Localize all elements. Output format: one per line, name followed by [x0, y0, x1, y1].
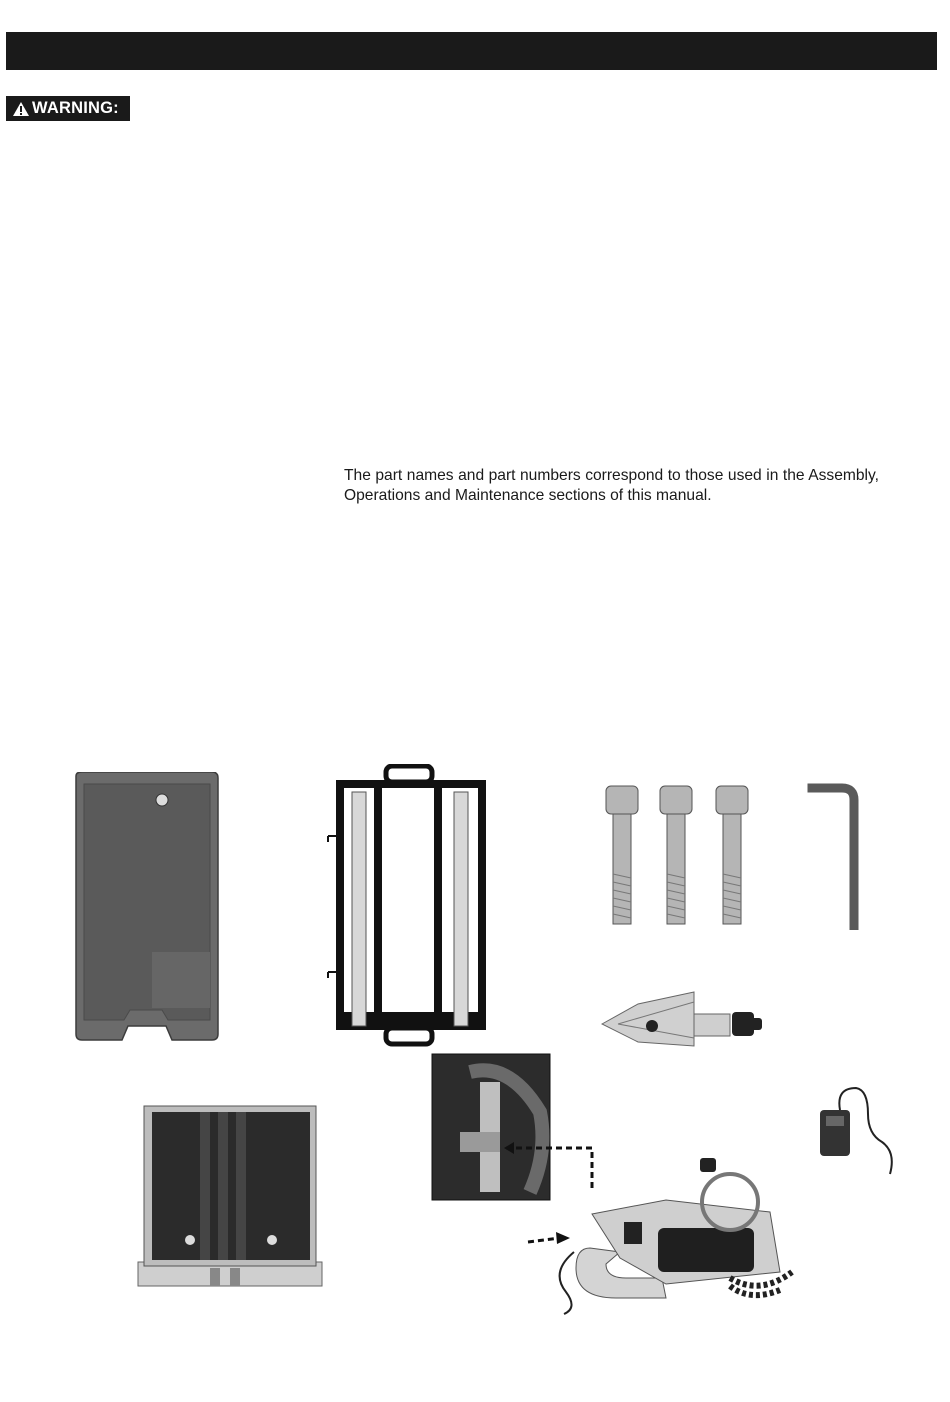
parts-intro-text: The part names and part numbers correspond to those used in the Assembly, Operations and Maintenance sections of this manual.	[344, 467, 879, 504]
warning-triangle-icon	[12, 101, 30, 117]
sliding-table-icon	[134, 1104, 326, 1288]
warning-badge	[6, 96, 130, 121]
miter-guide-icon	[598, 986, 766, 1056]
saw-head-icon	[430, 1052, 830, 1318]
hex-key-icon	[806, 780, 866, 930]
warning-label: WARNING:	[32, 99, 119, 117]
stand-frame-icon	[326, 764, 492, 1048]
water-tray-icon	[74, 772, 220, 1042]
hex-bolts-icon	[600, 784, 750, 928]
section-header-bar	[6, 32, 937, 70]
